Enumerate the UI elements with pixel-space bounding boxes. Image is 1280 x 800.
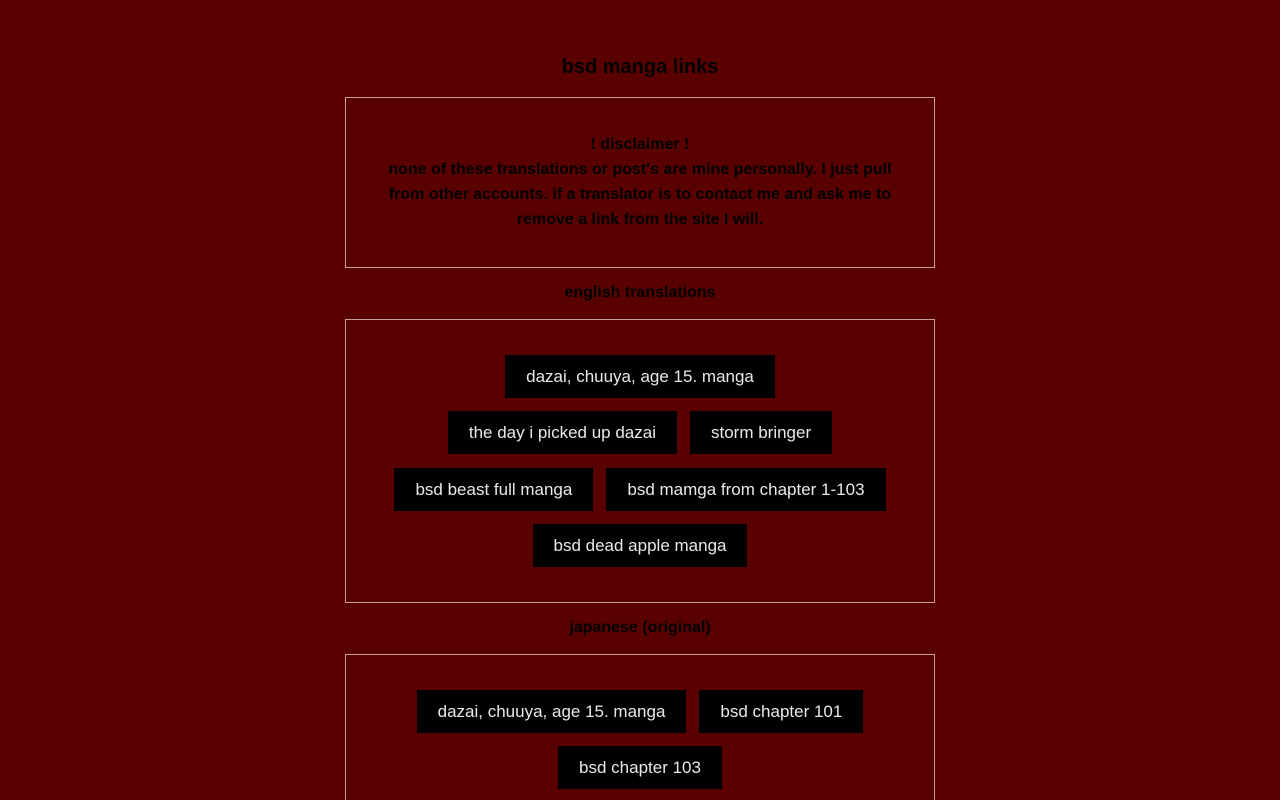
japanese-links-row-1 — [345, 690, 935, 733]
en-link-day-i-picked-up-dazai[interactable]: the day i picked up dazai — [448, 411, 677, 454]
english-links-row-2 — [345, 411, 935, 454]
disclaimer-heading: ! disclaimer ! — [590, 136, 690, 153]
disclaimer-body: none of these translations or post's are mine personally. I just pull from other accounts. if a translator is to contact me and ask me to remove a link from the site I will. — [388, 161, 892, 228]
jp-link-bsd-chapter-101[interactable]: bsd chapter 101 — [699, 690, 863, 733]
en-link-bsd-chapters-1-103[interactable]: bsd mamga from chapter 1-103 — [606, 468, 885, 511]
english-links-row-4 — [345, 524, 935, 567]
disclaimer-text — [375, 132, 905, 232]
english-links-row-1 — [345, 355, 935, 398]
en-link-bsd-dead-apple[interactable]: bsd dead apple manga — [533, 524, 748, 567]
english-translations-heading: english translations — [564, 284, 716, 301]
en-link-storm-bringer[interactable]: storm bringer — [690, 411, 832, 454]
english-links-row-3 — [345, 468, 935, 511]
japanese-original-heading: japanese (original) — [569, 619, 711, 636]
jp-link-dazai-chuuya-age-15[interactable]: dazai, chuuya, age 15. manga — [417, 690, 687, 733]
jp-link-bsd-chapter-103[interactable]: bsd chapter 103 — [558, 746, 722, 789]
japanese-links-row-2 — [345, 746, 935, 789]
page-title: bsd manga links — [561, 56, 719, 78]
en-link-bsd-beast[interactable]: bsd beast full manga — [394, 468, 593, 511]
en-link-dazai-chuuya-age-15[interactable]: dazai, chuuya, age 15. manga — [505, 355, 775, 398]
